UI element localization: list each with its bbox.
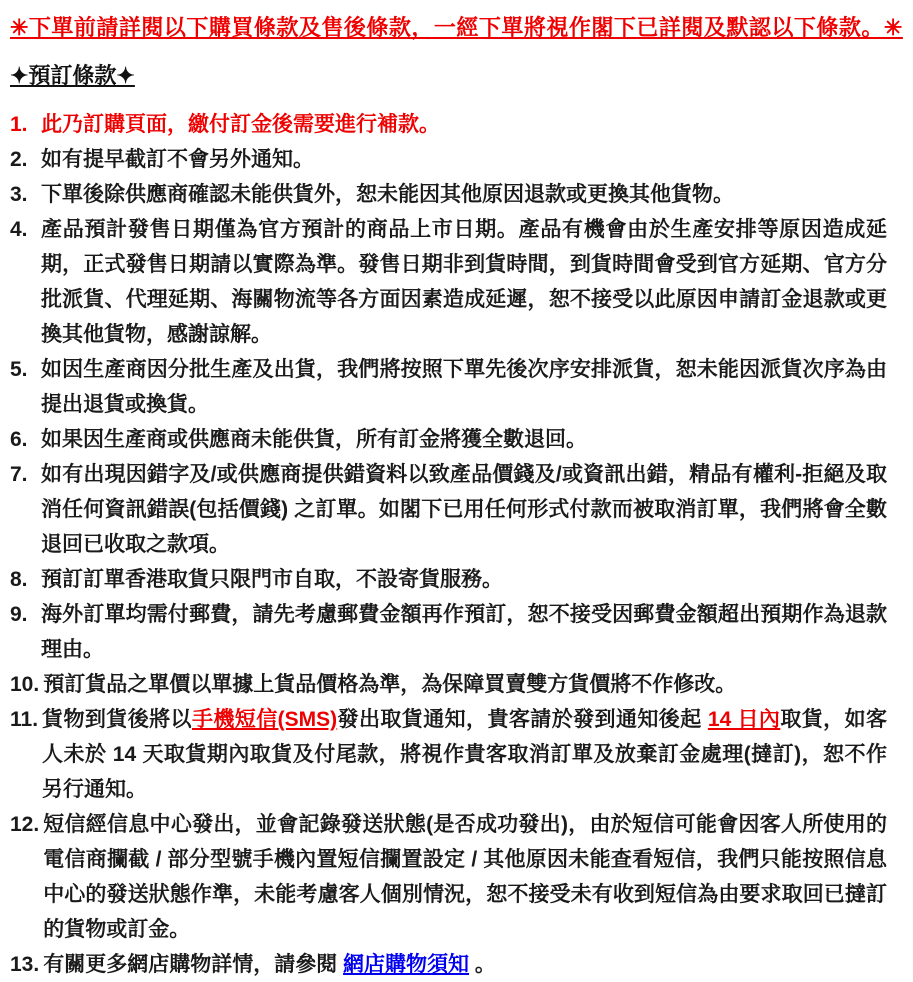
term-number: 11.	[10, 708, 39, 731]
term-number: 2.	[10, 148, 28, 171]
term-segment: 如因生產商因分批生產及出貨，我們將按照下單先後次序安排派貨，恕未能因派貨次序為由提出退貨或換貨。	[41, 358, 887, 416]
term-text	[41, 177, 887, 212]
term-item	[10, 947, 887, 982]
term-item	[10, 422, 887, 457]
term-item	[10, 807, 887, 947]
term-segment: 如果因生產商或供應商未能供貨，所有訂金將獲全數退回。	[41, 428, 587, 451]
term-text	[43, 807, 887, 947]
preorder-terms-title: ✦預訂條款✦	[10, 63, 135, 88]
term-text	[41, 457, 887, 562]
term-text	[41, 597, 887, 667]
term-text	[41, 107, 887, 142]
term-segment: 取貨，如客人未於 14 天取貨期內取貨及付尾款，將視作貴客取消訂單及放棄訂金處理(撻訂)，恕不作另行通知。	[42, 708, 888, 801]
term-segment: 如有出現因錯字及/或供應商提供錯資料以致產品價錢及/或資訊出錯，精品有權利-拒絕及取消任何資訊錯誤(包括價錢) 之訂單。如閣下已用任何形式付款而被取消訂單，我們將會全數退回已收取之款項。	[41, 463, 887, 556]
term-text	[42, 702, 887, 807]
term-text	[41, 562, 887, 597]
term-segment: 貨物到貨後將以	[42, 708, 192, 731]
term-segment: 預訂訂單香港取貨只限門市自取，不設寄貨服務。	[41, 568, 503, 591]
term-item	[10, 212, 887, 352]
terms-list	[10, 107, 887, 982]
term-text	[41, 212, 887, 352]
purchase-notice-header: ✳下單前請詳閱以下購買條款及售後條款，一經下單將視作閣下已詳閱及默認以下條款。✳	[10, 15, 903, 40]
term-text	[41, 422, 887, 457]
term-number: 1.	[10, 113, 28, 136]
term-item	[10, 667, 887, 702]
term-number: 7.	[10, 463, 28, 486]
term-segment: 14 日內	[707, 708, 781, 731]
term-number: 13.	[10, 953, 40, 976]
term-segment: 有關更多網店購物詳情，請參閱	[43, 953, 344, 976]
term-number: 10.	[10, 673, 40, 696]
term-number: 4.	[10, 218, 28, 241]
term-segment: 。	[469, 953, 496, 976]
term-item	[10, 142, 887, 177]
term-segment: 產品預計發售日期僅為官方預計的商品上市日期。產品有機會由於生產安排等原因造成延期，正式發售日期請以實際為準。發售日期非到貨時間，到貨時間會受到官方延期、官方分批派貨、代理延期、海關物流等各方面因素造成延遲，恕不接受以此原因申請訂金退款或更換其他貨物，感謝諒解。	[41, 218, 887, 346]
term-text	[43, 947, 887, 982]
term-number: 3.	[10, 183, 28, 206]
term-item	[10, 177, 887, 212]
term-item	[10, 562, 887, 597]
term-number: 8.	[10, 568, 28, 591]
term-segment: 如有提早截訂不會另外通知。	[41, 148, 314, 171]
term-segment: 下單後除供應商確認未能供貨外，恕未能因其他原因退款或更換其他貨物。	[41, 183, 734, 206]
term-number: 6.	[10, 428, 28, 451]
term-segment: 手機短信(SMS)	[191, 708, 338, 731]
term-text	[41, 352, 887, 422]
term-segment: 短信經信息中心發出，並會記錄發送狀態(是否成功發出)，由於短信可能會因客人所使用的電信商攔截 / 部分型號手機內置短信攔置設定 / 其他原因未能查看短信，我們只能按照信息中心的發送狀態作準，未能考慮客人個別情況，恕不接受未有收到短信為由要求取回已撻訂的貨物或訂金。	[43, 813, 887, 941]
term-segment: 發出取貨通知，貴客請於發到通知後起	[337, 708, 708, 731]
term-item	[10, 107, 887, 142]
term-segment: 此乃訂購頁面，繳付訂金後需要進行補款。	[41, 113, 440, 136]
shop-guide-link[interactable]: 網店購物須知	[343, 953, 470, 976]
term-item	[10, 597, 887, 667]
term-item	[10, 457, 887, 562]
term-text	[43, 667, 887, 702]
term-number: 9.	[10, 603, 28, 626]
term-number: 12.	[10, 813, 40, 836]
term-segment: 預訂貨品之單價以單據上貨品價格為準，為保障買賣雙方貨價將不作修改。	[43, 673, 737, 696]
term-number: 5.	[10, 358, 28, 381]
term-item	[10, 352, 887, 422]
term-segment: 海外訂單均需付郵費，請先考慮郵費金額再作預訂，恕不接受因郵費金額超出預期作為退款理由。	[41, 603, 887, 661]
term-item	[10, 702, 887, 807]
term-text	[41, 142, 887, 177]
